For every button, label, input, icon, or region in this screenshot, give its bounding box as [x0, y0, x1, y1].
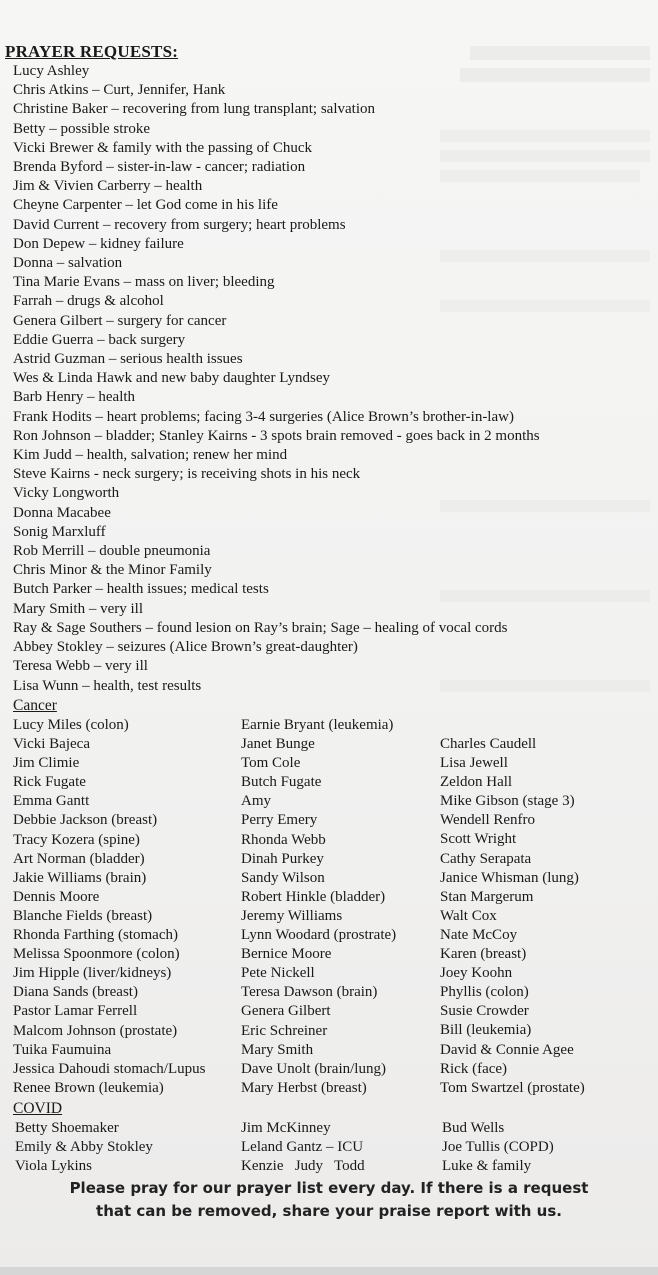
list-item: Diana Sands (breast) [13, 984, 138, 1001]
list-item: Jim McKinney [241, 1120, 331, 1136]
list-item: Tuika Faumuina [13, 1041, 112, 1058]
list-item: Earnie Bryant (leukemia) [241, 717, 394, 733]
list-item: Butch Fugate [241, 774, 322, 791]
list-item: Lynn Woodard (prostrate) [241, 927, 397, 944]
list-item: Wendell Renfro [440, 812, 536, 829]
list-item: Eric Schreiner [241, 1022, 328, 1039]
list-item: Jim & Vivien Carberry – health [13, 178, 203, 195]
list-item: Blanche Fields (breast) [13, 907, 153, 924]
list-item: Pastor Lamar Ferrell [13, 1003, 138, 1020]
covid-column-1 [15, 1119, 153, 1176]
list-item: Pete Nickell [241, 965, 315, 982]
list-item: Eddie Guerra – back surgery [13, 331, 186, 348]
list-item: Kenzie Judy Todd [241, 1158, 365, 1175]
list-item: Viola Lykins [15, 1158, 93, 1175]
list-item: Jessica Dahoudi stomach/Lupus [13, 1060, 206, 1077]
list-item: Mary Herbst (breast) [241, 1079, 367, 1096]
prayer-requests-title: PRAYER REQUESTS: [5, 42, 179, 61]
list-item: Chris Atkins – Curt, Jennifer, Hank [13, 82, 226, 99]
list-item: Lisa Jewell [440, 755, 508, 772]
list-item: Lucy Ashley [13, 63, 90, 79]
list-item: Perry Emery [241, 812, 318, 829]
prayer-requests-list [13, 62, 653, 696]
list-item: Teresa Dawson (brain) [241, 984, 378, 1001]
list-item: Phyllis (colon) [440, 984, 529, 1001]
footer-note [0, 1177, 658, 1223]
list-item: Art Norman (bladder) [13, 850, 145, 867]
list-item: Jim Hipple (liver/kidneys) [13, 965, 172, 982]
list-item: Karen (breast) [440, 946, 527, 963]
list-item: Rick Fugate [13, 774, 86, 791]
list-item: Amy [241, 793, 271, 810]
list-item: Lucy Miles (colon) [13, 717, 129, 733]
cancer-column-2 [241, 716, 396, 1098]
list-item: Cathy Serapata [440, 850, 532, 867]
list-item: Ron Johnson – bladder; Stanley Kairns - 3 spots brain removed - goes back in 2 months [13, 427, 540, 444]
list-item: Bernice Moore [241, 946, 332, 963]
list-item: Tom Swartzel (prostate) [440, 1079, 585, 1096]
list-item: Farrah – drugs & alcohol [13, 293, 164, 310]
list-item: Rob Merrill – double pneumonia [13, 543, 211, 560]
covid-column-2 [241, 1119, 365, 1176]
list-item: Brenda Byford – sister-in-law - cancer; radiation [13, 159, 306, 176]
list-item: Renee Brown (leukemia) [13, 1079, 164, 1096]
list-item: David & Connie Agee [440, 1041, 574, 1058]
list-item: Don Depew – kidney failure [13, 235, 184, 252]
list-item: Kim Judd – health, salvation; renew her mind [13, 447, 288, 464]
list-item: Debbie Jackson (breast) [13, 812, 158, 829]
list-item: Bud Wells [442, 1120, 505, 1136]
list-item: Rick (face) [440, 1060, 508, 1077]
list-item: Lisa Wunn – health, test results [13, 677, 202, 694]
list-item: Dennis Moore [13, 888, 100, 905]
list-item: Charles Caudell [440, 736, 537, 752]
cancer-column-3 [440, 735, 585, 1098]
list-item: David Current – recovery from surgery; heart problems [13, 216, 346, 233]
list-item: Genera Gilbert [241, 1003, 331, 1020]
list-item: Rhonda Farthing (stomach) [13, 927, 178, 944]
list-item: Astrid Guzman – serious health issues [13, 351, 243, 368]
list-item: Vicky Longworth [13, 485, 120, 502]
list-item: Leland Gantz – ICU [241, 1139, 364, 1156]
list-item: Cheyne Carpenter – let God come in his life [13, 197, 278, 214]
list-item: Butch Parker – health issues; medical tests [13, 581, 269, 598]
list-item: Tracy Kozera (spine) [13, 831, 140, 848]
list-item: Chris Minor & the Minor Family [13, 562, 212, 579]
list-item: Zeldon Hall [440, 774, 513, 791]
list-item: Ray & Sage Southers – found lesion on Ray’s brain; Sage – healing of vocal cords [13, 619, 508, 636]
list-item: Bill (leukemia) [440, 1022, 532, 1039]
list-item: Janice Whisman (lung) [440, 869, 579, 886]
list-item: Robert Hinkle (bladder) [241, 888, 386, 905]
list-item: Jakie Williams (brain) [13, 869, 147, 886]
list-item: Wes & Linda Hawk and new baby daughter Lyndsey [13, 370, 331, 387]
list-item: Vicki Brewer & family with the passing of Chuck [13, 139, 313, 156]
list-item: Mike Gibson (stage 3) [440, 793, 575, 810]
list-item: Tina Marie Evans – mass on liver; bleeding [13, 274, 275, 291]
list-item: Melissa Spoonmore (colon) [13, 946, 180, 963]
list-item: Sandy Wilson [241, 869, 325, 886]
list-item: Susie Crowder [440, 1003, 529, 1020]
list-item: Dinah Purkey [241, 850, 324, 867]
list-item: Nate McCoy [440, 926, 518, 943]
list-item: Genera Gilbert – surgery for cancer [13, 312, 227, 329]
list-item: Joey Koohn [440, 965, 513, 982]
list-item: Sonig Marxluff [13, 523, 106, 540]
list-item: Donna – salvation [13, 255, 123, 272]
list-item: Malcom Johnson (prostate) [13, 1022, 178, 1039]
footer-line-1: Please pray for our prayer list every day. If there is a request [69, 1179, 589, 1197]
list-item: Rhonda Webb [241, 831, 326, 848]
list-item: Scott Wright [440, 831, 517, 848]
list-item: Joe Tullis (COPD) [442, 1139, 554, 1156]
list-item: Janet Bunge [241, 736, 315, 753]
cancer-column-1 [13, 716, 205, 1098]
list-item: Stan Margerum [440, 888, 534, 905]
scan-edge [0, 1267, 658, 1275]
list-item: Christine Baker – recovering from lung transplant; salvation [13, 101, 375, 118]
list-item: Vicki Bajeca [13, 736, 90, 753]
list-item: Dave Unolt (brain/lung) [241, 1060, 386, 1077]
list-item: Mary Smith – very ill [13, 600, 143, 617]
list-item: Mary Smith [241, 1041, 314, 1058]
footer-line-2: that can be removed, share your praise report with us. [96, 1202, 562, 1220]
list-item: Jim Climie [13, 755, 80, 772]
covid-heading: COVID [13, 1100, 63, 1117]
covid-column-3 [442, 1119, 554, 1176]
list-item: Barb Henry – health [13, 389, 136, 406]
list-item: Emily & Abby Stokley [15, 1139, 153, 1156]
list-item: Steve Kairns - neck surgery; is receiving shots in his neck [13, 466, 361, 483]
list-item: Frank Hodits – heart problems; facing 3-4 surgeries (Alice Brown’s brother-in-law) [13, 408, 514, 425]
list-item: Donna Macabee [13, 504, 111, 521]
list-item: Luke & family [442, 1158, 532, 1175]
cancer-heading: Cancer [13, 697, 57, 714]
list-item: Abbey Stokley – seizures (Alice Brown’s great-daughter) [13, 639, 358, 656]
list-item: Tom Cole [241, 755, 301, 772]
list-item: Teresa Webb – very ill [13, 658, 148, 675]
list-item: Betty Shoemaker [15, 1120, 119, 1136]
list-item: Walt Cox [440, 907, 497, 924]
list-item: Emma Gantt [13, 793, 90, 810]
list-item: Jeremy Williams [241, 907, 343, 924]
list-item: Betty – possible stroke [13, 120, 151, 137]
